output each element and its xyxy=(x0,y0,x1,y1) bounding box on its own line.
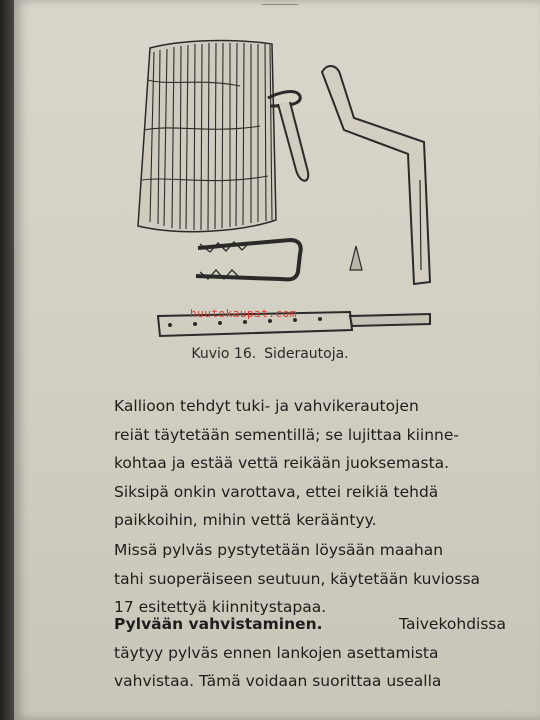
figure-caption xyxy=(0,346,540,362)
figure-illustration xyxy=(0,0,540,345)
watermark-text: huutokaupat.com xyxy=(190,307,297,320)
text-line: reiät täytetään sementillä; se lujittaa kiinne- xyxy=(114,425,460,444)
text-line: Siksipä onkin varottava, ettei reikiä tehdä xyxy=(114,482,439,501)
text-line xyxy=(114,610,506,639)
caption-number: Kuvio 16. xyxy=(191,346,257,362)
caption-text: Siderautoja. xyxy=(264,346,349,362)
text-line: tahi suoperäiseen seutuun, käytetään kuviossa xyxy=(114,569,481,588)
text-line: 17 esitettyä kiinnitystapaa. xyxy=(114,598,327,616)
paragraph-1 xyxy=(114,392,506,535)
bent-bracket-drawing xyxy=(322,66,430,284)
paragraph-3 xyxy=(114,610,506,696)
section-heading: Pylvään vahvistaminen. xyxy=(114,615,323,633)
wooden-pole-drawing xyxy=(138,41,276,232)
text-line: vahvistaa. Tämä voidaan suorittaa usealla xyxy=(114,672,442,690)
text-line: Kallioon tehdyt tuki- ja vahvikerautojen xyxy=(114,397,419,415)
text-line: täytyy pylväs ennen lankojen asettamista xyxy=(114,643,439,662)
text-fragment: Taivekohdissa xyxy=(399,615,506,633)
text-line: kohtaa ja estää vettä reikään juoksemasta. xyxy=(114,454,450,472)
wedge-drawing xyxy=(350,246,362,270)
u-staple-drawing xyxy=(196,240,301,279)
paragraph-2 xyxy=(114,536,506,622)
text-line: paikkoihin, mihin vettä kerääntyy. xyxy=(114,511,377,529)
text-line: Missä pylväs pystytetään löysään maahan xyxy=(114,541,444,559)
